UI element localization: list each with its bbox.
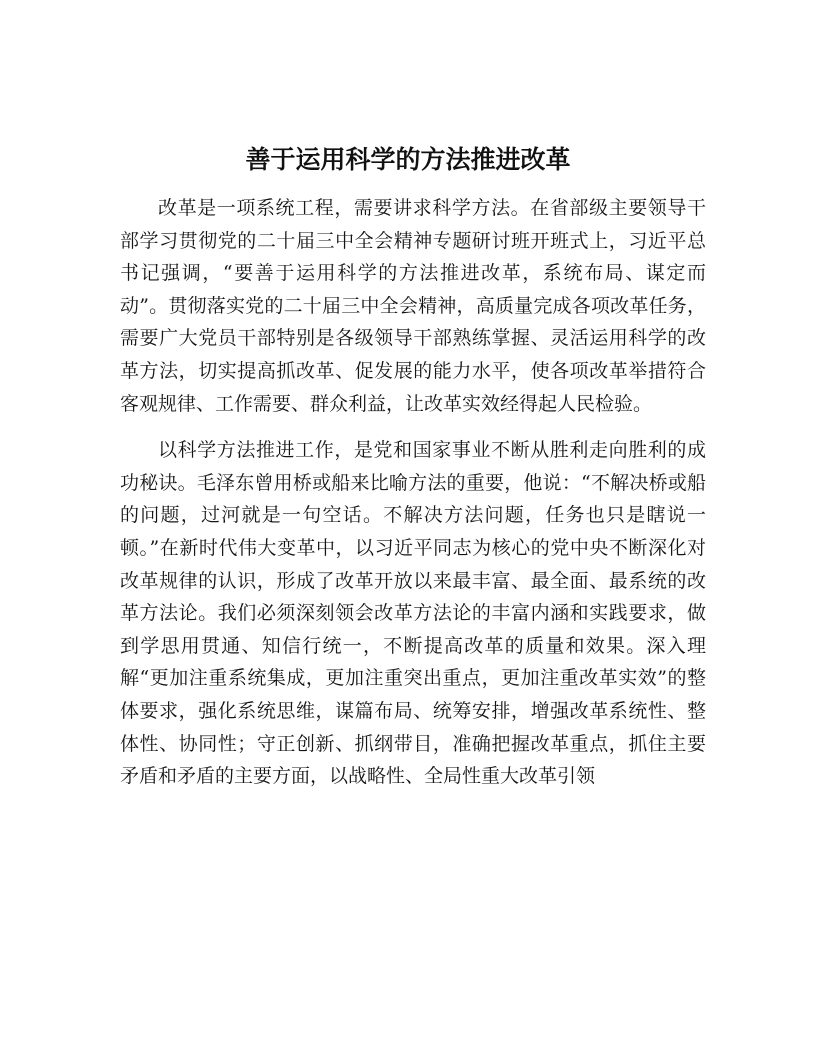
body-paragraph: 改革是一项系统工程，需要讲求科学方法。在省部级主要领导干部学习贯彻党的二十届三中全会精神专题研讨班开班式上，习近平总书记强调，“要善于运用科学的方法推进改革，系统布局、谋定而动”。贯彻落实党的二十届三中全会精神，高质量完成各项改革任务，需要广大党员干部特别是各级领导干部熟练掌握、灵活运用科学的改革方法，切实提高抓改革、促发展的能力水平，使各项改革举措符合客观规律、工作需要、群众利益，让改革实效经得起人民检验。 (120, 197, 706, 415)
document-title: 善于运用科学的方法推进改革 (245, 145, 571, 174)
body-paragraph: 以科学方法推进工作，是党和国家事业不断从胜利走向胜利的成功秘诀。毛泽东曾用桥或船来比喻方法的重要，他说：“不解决桥或船的问题，过河就是一句空话。不解决方法问题，任务也只是瞎说一顿。”在新时代伟大变革中，以习近平同志为核心的党中央不断深化对改革规律的认识，形成了改革开放以来最丰富、最全面、最系统的改革方法论。我们必须深刻领会改革方法论的丰富内涵和实践要求，做到学思用贯通、知信行统一，不断提高改革的质量和效果。深入理解“更加注重系统集成，更加注重突出重点，更加注重改革实效”的整体要求，强化系统思维，谋篇布局、统筹安排，增强改革系统性、整体性、协同性；守正创新、抓纲带目，准确把握改革重点，抓住主要矛盾和矛盾的主要方面，以战略性、全局性重大改革引领 (120, 439, 706, 788)
document-body (120, 192, 706, 793)
